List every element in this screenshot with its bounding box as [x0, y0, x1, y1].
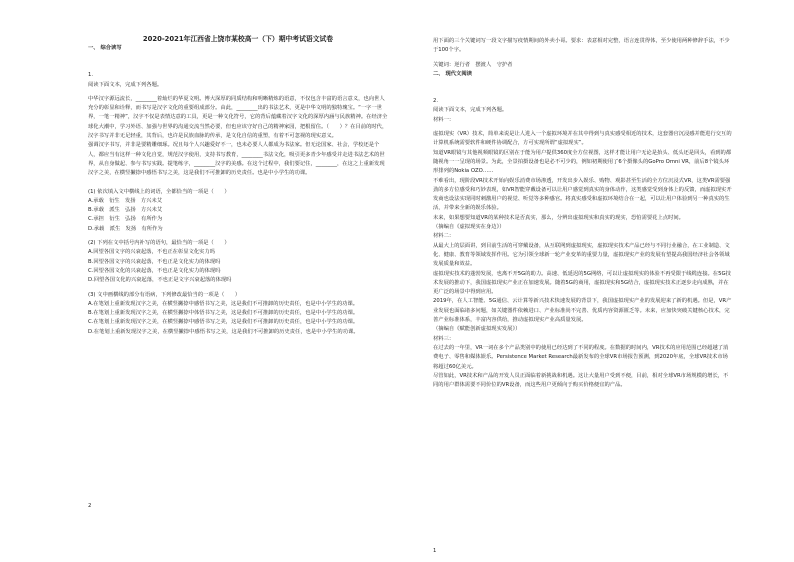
material-1-source: （摘编自《虚拟现实在身边》） [433, 224, 505, 231]
option-a: A.回望各国文字的兴衰起落，不也正在彰显文化实力吗 [88, 249, 216, 256]
material-2-paragraph: 从最大上的层面讲，到目前生活的可穿戴设备，从互联网到虚拟现实，虚拟现实技术产品已经与不同行业融合，在工业制造、文化、健康、教育等领域发挥作用。它为引领全球新一轮产业变革的重要力量，虚拟现实产业的发展有望提高我国经济社会各领域发展质量和效益。 [433, 242, 730, 268]
exam-title: 2020-2021年江西省上饶市某校高一（下）期中考试语文试卷 [142, 35, 334, 43]
option-a: A.承载 衍生 发扬 方兴未艾 [88, 197, 163, 204]
spacer [88, 62, 388, 71]
material-3-paragraph: 在过去的一年里，VR一词在多个产品类别中的使用已经达到了不同的程度。在数据的时间内，VR技术的应用范围已经超越了消费电子、零售和媒体娱乐。Persistence Market Research最新发布的全球VR市场报告预测，到2020年底，全球VR技术市场将超过60亿美元。 [433, 344, 729, 370]
spacer [433, 79, 733, 88]
option-c: C.承担 衍生 弘扬 有所作为 [88, 216, 163, 223]
question-3-intro: 阅读下面文本，完成下列各题。 [433, 107, 508, 114]
material-3-paragraph: 尽管如此，VR技术和产品的开发人员正面临着新挑战和机遇。这让大量用户受到不便，目前，相对全球VR市场规模的增长，不同的用户群体需要不同价位的VR设备，而这些用户更倾向于购买价格便宜的产品。 [433, 372, 729, 389]
question-2-prompt: 用下面的三个关键词写一段文字描写疫情期间的外卖小哥。要求：表意相对完整，语言连贯得体，至少使用两种修辞手法，不少于100个字。 [433, 38, 730, 54]
passage-paragraph: 中华汉字源远流长，________着灿烂的华夏文明。博大深厚的同质结构和明晰精炼的语意，不仅包含丰富的语言意义，也向世人充分的彰显和诠释，而书写是汉字文化的重要组成部分。由此，________出的书法艺术，更是中华文明的独特瑰宝。“一字一世界，一笔一精神”，汉字不仅是表情达意的工具，更是一种文化符号，它的背后蕴藏着汉字文化的深厚内涵与民族精神。在经济全球化大潮中，学习外语、加强与世界的沟通交流当然必要，但也应该守好自己的精神家园，把根留住。（ ）？在目前的时代，汉字书写并非无足轻重，其背后，也许是民族血脉的传承，是文化自信的重塑，有着不可忽视的现实意义。 [88, 95, 388, 140]
question-1-intro: 阅读下面文本，完成下列各题。 [88, 81, 163, 88]
subquestion-stem: (3) 文中画横线的部分有语病，下列修改最恰当的一项是（ ） [88, 291, 241, 298]
material-1-paragraph: 虚拟现实（VR）技术，简单来说是让人进入一个虚拟环境并在其中得到与真实感受相近的技术，这套器官沉浸感并能进行交互的计算机系统需要软件和硬件协调配合，方可实现所谓“虚拟现实”。 [433, 131, 732, 147]
subquestion-stem: (2) 下列在文中括号内补写的语句，最恰当的一项是（ ） [88, 240, 230, 247]
spacer [433, 88, 733, 97]
material-1-paragraph: 知道VR眼镜与其他视频眼镜的区别在于能为用户提供360度全方位视图，这样才能让用户无论是抬头、低头还是回头，看到的都随视角一一呈现的场景。为此，全景拍摄设备也是必不可少的，例如初期使用了6个摄像头的GoPro Omni VR，前后8个镜头环形排列的Nokia OZO…… [433, 149, 732, 175]
material-2-source: （摘编自《赋能创新虚拟现实发展》） [433, 326, 521, 333]
spacer [88, 53, 388, 62]
option-b: B.承载 派生 弘扬 方兴未艾 [88, 207, 163, 214]
question-1-number: 1. [88, 72, 94, 79]
material-2-label: 材料二： [433, 233, 455, 240]
subquestion-stem: (1) 依次填入文中横线上的词语，全都恰当的一项是（ ） [88, 188, 230, 195]
spacer [88, 179, 388, 188]
option-a: A.在笔划上重新发现汉字之美，在横竖撇捺中感悟书写之美，这是我们不可推卸的历史责任，也是中小学生的功课。 [88, 300, 359, 307]
right-page-number: 1 [433, 548, 437, 554]
option-d: D.回望各国文化的兴衰起落，不也正是文字兴衰起落的体现吗 [88, 277, 232, 284]
material-1-paragraph: 不难看出，现阶段VR技术开始向娱乐消费市场渗透，开发出步入娱乐、购物、观影甚至生活的全方位沉浸式VR，这类VR需要强劲的多方位感受和巧妙表现，如VR智能穿戴设备可以让用户感觉到真实的身体动作，这类感觉受到身体上的反馈，而虚拟现实开发商也设法实现同时刺激用户的视觉、听觉等多种感官。将真实感受和虚拟环境结合在一起，可以让用户体验到另一种真实的生活，并带来全新的娱乐体验。 [433, 177, 732, 212]
option-b: B.回望各国文字的兴衰起落，不也正是文化实力的体现吗 [88, 258, 221, 265]
material-1-label: 材料一： [433, 116, 455, 123]
option-c: C.回望各国文化的兴衰起落，不也正是文化实力的体现吗 [88, 267, 221, 274]
passage-paragraph: 强调汉字书写，并非是要精雕细琢。况且每个人兴趣爱好不一，也未必要人人都成为书法家。但无论国家、社会，学校还是个人，都应当有这样一种文化自觉，规范汉字使用，支持书写教育，________书法文化，吸引更多青少年感受并走进书法艺术的世界，从自身做起、参与书写实践。提笔练字，________汉字的美感。在这个过程中，我们要记住，________，在这之上重新发现汉字之美，在横竖撇捺中感悟书写之美，这是我们不可推卸的历史责任。也是中小学生的功课。 [88, 142, 385, 177]
material-3-label: 材料三： [433, 335, 455, 342]
option-c: C.在笔划上重新发现汉字之美，在横竖撇捺中感悟书写之美，这是我们不可推卸的历史责任，也是中小学生的功课。 [88, 319, 359, 326]
option-b: B.在笔划上重新发现汉字之美，在横竖撇捺中体悟书写之美，这是我们不可推卸的历史责任，也是中小学生的功课。 [88, 310, 359, 317]
left-page-number: 2 [88, 503, 92, 509]
material-2-paragraph: 2019年，在人工智能、5G通信、云计算等新兴技术快速发展的背景下，我国虚拟现实产业的发展迎来了新的机遇。但是，VR产业发展也面临诸多问题，如关键器件依赖进口、产业标准尚不完善、优质内容资源匮乏等。未来，应加快突破关键核心技术，完善产业标准体系，丰富内容供给，推动虚拟现实产业高质量发展。 [433, 298, 732, 324]
option-d: D.在笔划上重新发现汉字之美，在横竖撇捺中感悟书写之美，这是我们不可推卸的历史责任，也是中小学生的功课。 [88, 328, 359, 335]
left-column [88, 34, 388, 337]
material-2-paragraph: 虚拟现实技术的蓬勃发展，也离不开5G的助力。高速、低延迟的5G网络，可以让虚拟现实的体验不再受限于线缆连接。在5G技术发展的推动下，我国虚拟现实产业正在加速发展。随着5G的商用，虚拟现实和5G结合，虚拟现实技术正逐步走向成熟，并在更广泛的场景中得到应用。 [433, 270, 731, 296]
material-1-paragraph: 未来，如果想要知道VR的某种技术是否真实，那么，分辨出虚拟现实和真实的现实，恐怕需要花上点时间。 [433, 214, 684, 221]
question-3-number: 2. [433, 98, 439, 105]
right-column [433, 37, 733, 390]
option-d: D.承载 派生 发扬 有所作为 [88, 225, 163, 232]
section-1-heading: 一、 综合读写 [88, 45, 122, 51]
question-2-keywords: 关键词：逆行者 摆渡人 守护者 [433, 61, 513, 68]
section-2-heading: 二、 现代文阅读 [433, 70, 472, 77]
